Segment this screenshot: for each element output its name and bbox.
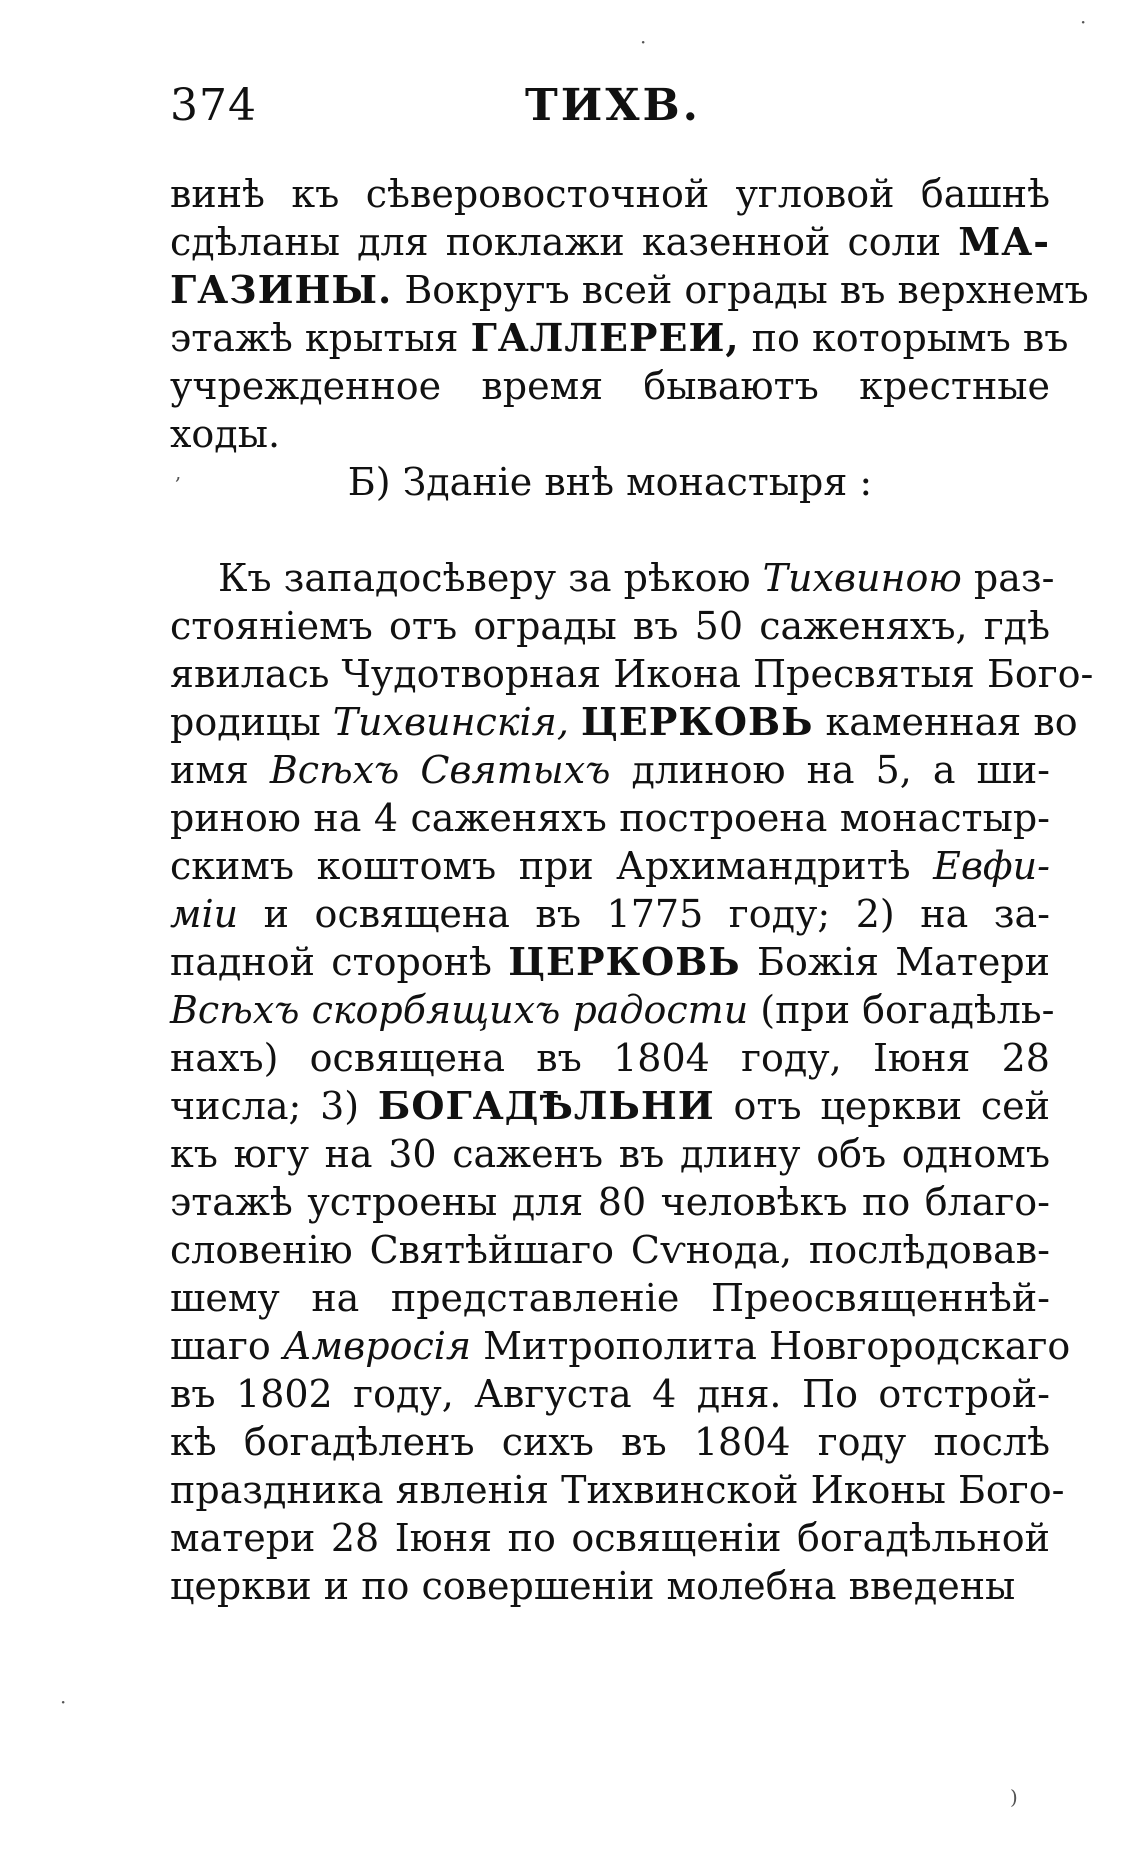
text-run: винѣ къ сѣверовосточной угловой башнѣ [170, 172, 1050, 216]
page-number: 374 [170, 80, 257, 131]
text-run: нахъ) освящена въ 1804 году, Іюня 28 [170, 1036, 1050, 1080]
text-line [170, 218, 1050, 266]
italic-name: міи [170, 892, 239, 936]
text-run [569, 700, 581, 744]
text-line [170, 698, 1078, 746]
text-line [170, 794, 1050, 842]
text-run: этажѣ устроены для 80 человѣкъ по благо- [170, 1180, 1050, 1224]
body-text [170, 170, 1094, 1610]
text-run: этажѣ крытыя [170, 316, 471, 360]
text-run: ходы. [170, 412, 281, 456]
italic-name: Всѣхъ скорбящихъ радости [170, 988, 749, 1032]
text-line [170, 314, 1069, 362]
text-line [170, 1226, 1050, 1274]
text-run: длиною на 5, а ши- [610, 748, 1050, 792]
page-header [170, 80, 1010, 140]
speck: · [1080, 10, 1087, 34]
text-line [170, 986, 1055, 1034]
text-run: имя [170, 748, 270, 792]
speck: · [640, 30, 647, 54]
text-run: шаго [170, 1324, 283, 1368]
text-run: въ 1802 году, Августа 4 дня. По отстрой- [170, 1372, 1050, 1416]
text-line [170, 554, 1055, 602]
text-line [170, 1274, 1050, 1322]
text-line [170, 266, 1089, 314]
text-line [170, 1322, 1071, 1370]
italic-name: Тихвинскія, [332, 700, 569, 744]
text-line [170, 602, 1050, 650]
text-run: каменная во [813, 700, 1078, 744]
small-caps-term: БОГАДѢЛЬНИ [377, 1083, 715, 1128]
text-line [170, 842, 1050, 890]
text-line [170, 410, 1050, 458]
text-run: явилась Чудотворная Икона Пресвятыя Бого- [170, 652, 1094, 696]
text-run: словенію Святѣйшаго Сѵнода, послѣдовав- [170, 1228, 1050, 1272]
text-line [170, 1562, 1050, 1610]
small-caps-term: МА- [958, 219, 1050, 264]
text-run: числа; 3) [170, 1084, 378, 1128]
section-heading [170, 458, 1050, 506]
text-line [170, 1082, 1050, 1130]
italic-name: Евфи- [933, 844, 1050, 888]
italic-name: Всѣхъ Святыхъ [269, 748, 611, 792]
small-caps-term: ЦЕРКОВЬ [581, 699, 814, 744]
running-title: ТИХВ. [525, 80, 701, 131]
text-run: учрежденное время бываютъ крестные [170, 364, 1050, 408]
text-line [170, 890, 1050, 938]
text-run: падной сторонѣ [170, 940, 509, 984]
small-caps-term: ГАЛЛЕРЕИ, [470, 315, 740, 360]
text-run: церкви и по совершеніи молебна введены [170, 1564, 1016, 1608]
speck: · [60, 1690, 67, 1714]
text-line [170, 1130, 1050, 1178]
italic-name: Тихвиною [762, 556, 962, 600]
text-run: сдѣланы для поклажи казенной соли [170, 220, 959, 264]
text-run: (при богадѣль- [748, 988, 1055, 1032]
text-line [170, 1418, 1050, 1466]
text-run: Къ западосѣверу за рѣкою [218, 556, 763, 600]
text-run: кѣ богадѣленъ сихъ въ 1804 году послѣ [170, 1420, 1050, 1464]
text-run: Митрополита Новгородскаго [471, 1324, 1071, 1368]
text-run: родицы [170, 700, 333, 744]
text-run: по которымъ въ [739, 316, 1069, 360]
text-line [170, 650, 1094, 698]
text-run: риною на 4 саженяхъ построена монастыр- [170, 796, 1050, 840]
text-run: Вокругъ всей ограды въ верхнемъ [392, 268, 1089, 312]
text-line [170, 1514, 1050, 1562]
text-line [170, 1370, 1050, 1418]
text-run: матери 28 Іюня по освященіи богадѣльной [170, 1516, 1050, 1560]
text-run: праздника явленія Тихвинской Иконы Бого- [170, 1468, 1065, 1512]
italic-name: Амвросія [282, 1324, 472, 1368]
text-line [170, 746, 1050, 794]
small-caps-term: ГАЗИНЫ. [170, 267, 393, 312]
text-run: раз- [961, 556, 1055, 600]
text-run: къ югу на 30 саженъ въ длину объ одномъ [170, 1132, 1050, 1176]
text-run: Божія Матери [740, 940, 1050, 984]
small-caps-term: ЦЕРКОВЬ [508, 939, 741, 984]
text-line [170, 362, 1050, 410]
text-line [170, 1466, 1065, 1514]
text-run: стояніемъ отъ ограды въ 50 саженяхъ, гдѣ [170, 604, 1050, 648]
text-line [170, 938, 1050, 986]
speck: ) [1010, 1785, 1018, 1809]
paragraph-gap [170, 506, 1050, 554]
text-line [170, 1178, 1050, 1226]
text-line [170, 170, 1050, 218]
text-run: скимъ коштомъ при Архимандритѣ [170, 844, 934, 888]
text-run: Б) Зданіе внѣ монастыря : [347, 460, 873, 504]
text-line [170, 1034, 1050, 1082]
text-run: и освящена въ 1775 году; 2) на за- [238, 892, 1050, 936]
speck: , [175, 460, 182, 484]
text-run: шему на представленіе Преосвященнѣй- [170, 1276, 1050, 1320]
text-run: отъ церкви сей [714, 1084, 1050, 1128]
